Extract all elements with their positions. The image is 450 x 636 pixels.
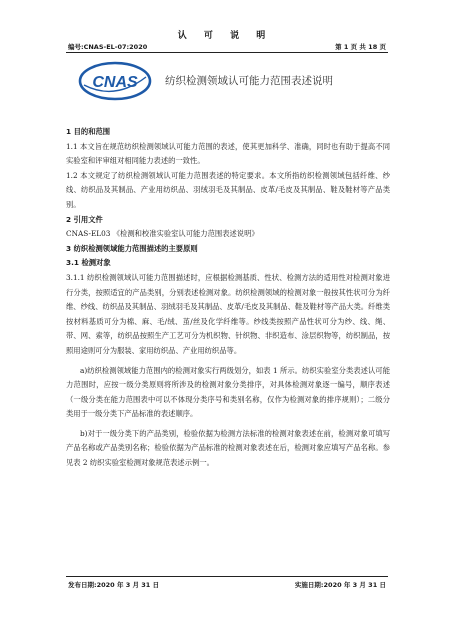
- section-1-heading: 1 目的和范围: [66, 127, 111, 136]
- paragraph-1-1: 1.1 本文旨在规范纺织检测领域认可能力范围的表述，使其更加科学、准确，同时也有助于提高不同实验室和评审组对相同能力表述的一致性。: [66, 141, 390, 166]
- document-title: 纺织检测领域认可能力范围表述说明: [165, 75, 333, 87]
- section-3-1-heading: 3.1 检测对象: [66, 258, 111, 268]
- section-3-heading: 3 纺织检测领域能力范围描述的主要原则: [66, 243, 198, 253]
- footer-divider: [66, 576, 388, 577]
- paragraph-1-2: 1.2 本文规定了纺织检测领域认可能力范围表述的特定要求。本文所指纺织检测领域包括纤维、纱线、纺织品及其制品、产业用纺织品、羽绒羽毛及其制品、皮革/毛皮及其制品、鞋及鞋材等产品类别。: [66, 170, 390, 209]
- doc-number: 编号:CNAS-EL-07:2020: [68, 43, 148, 51]
- header-title: 认 可 说 明: [177, 31, 273, 41]
- paragraph-3-1-a: a)纺织检测领域能力范围内的检测对象实行两级划分，如表 1 所示。纺织实验室分类表述认可能力范围时，应按一级分类原则将所涉及的检测对象分类排序，对具体检测对象逐一编号，顺序表述（一级分类在能力范围表中可以不体现分类序号和类别名称，仅作为检测对象的排序规则）；二级分类用于一级分类下产品标准的表述顺序。: [66, 365, 390, 419]
- paragraph-3-1-b: b)对于一级分类下的产品类别，检验依据为检测方法标准的检测对象表述在前，检测对象可填写产品名称或产品类别名称；检验依据为产品标准的检测对象表述在后，检测对象应填写产品名称。参见表 2 纺织实验室检测对象规范表述示例一。: [66, 428, 390, 468]
- paragraph-2-1: CNAS-EL03 《检测和校准实验室认可能力范围表述说明》: [66, 229, 259, 239]
- cnas-logo-icon: [78, 61, 152, 101]
- paragraph-3-1-1: 3.1.1 纺织检测领域认可能力范围描述时，应根据检测基质、性状、检测方法的适用性对检测对象进行分类，按照适宜的产品类别，分别表述检测对象。纺织检测领域的检测对象一般按其性状可分为纤维、纱线、纺织品及其制品、羽绒羽毛及其制品、皮革/毛皮及其制品、鞋及鞋材等产品大类。纤维类按材料基质可分为棉、麻、毛/绒、茧/丝及化学纤维等。纱线类按照产品性状可分为纱、线、绳、带、网、索等，纺织品按照生产工艺可分为机织物、针织物、非织造布、涂层织物等，纺织制品，按照用途则可分为服装、家用纺织品、产业用纺织品等。: [66, 272, 390, 355]
- header-divider: [66, 52, 388, 53]
- section-2-heading: 2 引用文件: [66, 214, 103, 224]
- page-info: 第 1 页 共 18 页: [335, 43, 386, 51]
- effective-date: 实施日期:2020 年 3 月 31 日: [294, 581, 386, 589]
- document-body: [66, 125, 390, 471]
- logo-text: CNAS: [92, 74, 138, 91]
- issue-date: 发布日期:2020 年 3 月 31 日: [68, 581, 160, 589]
